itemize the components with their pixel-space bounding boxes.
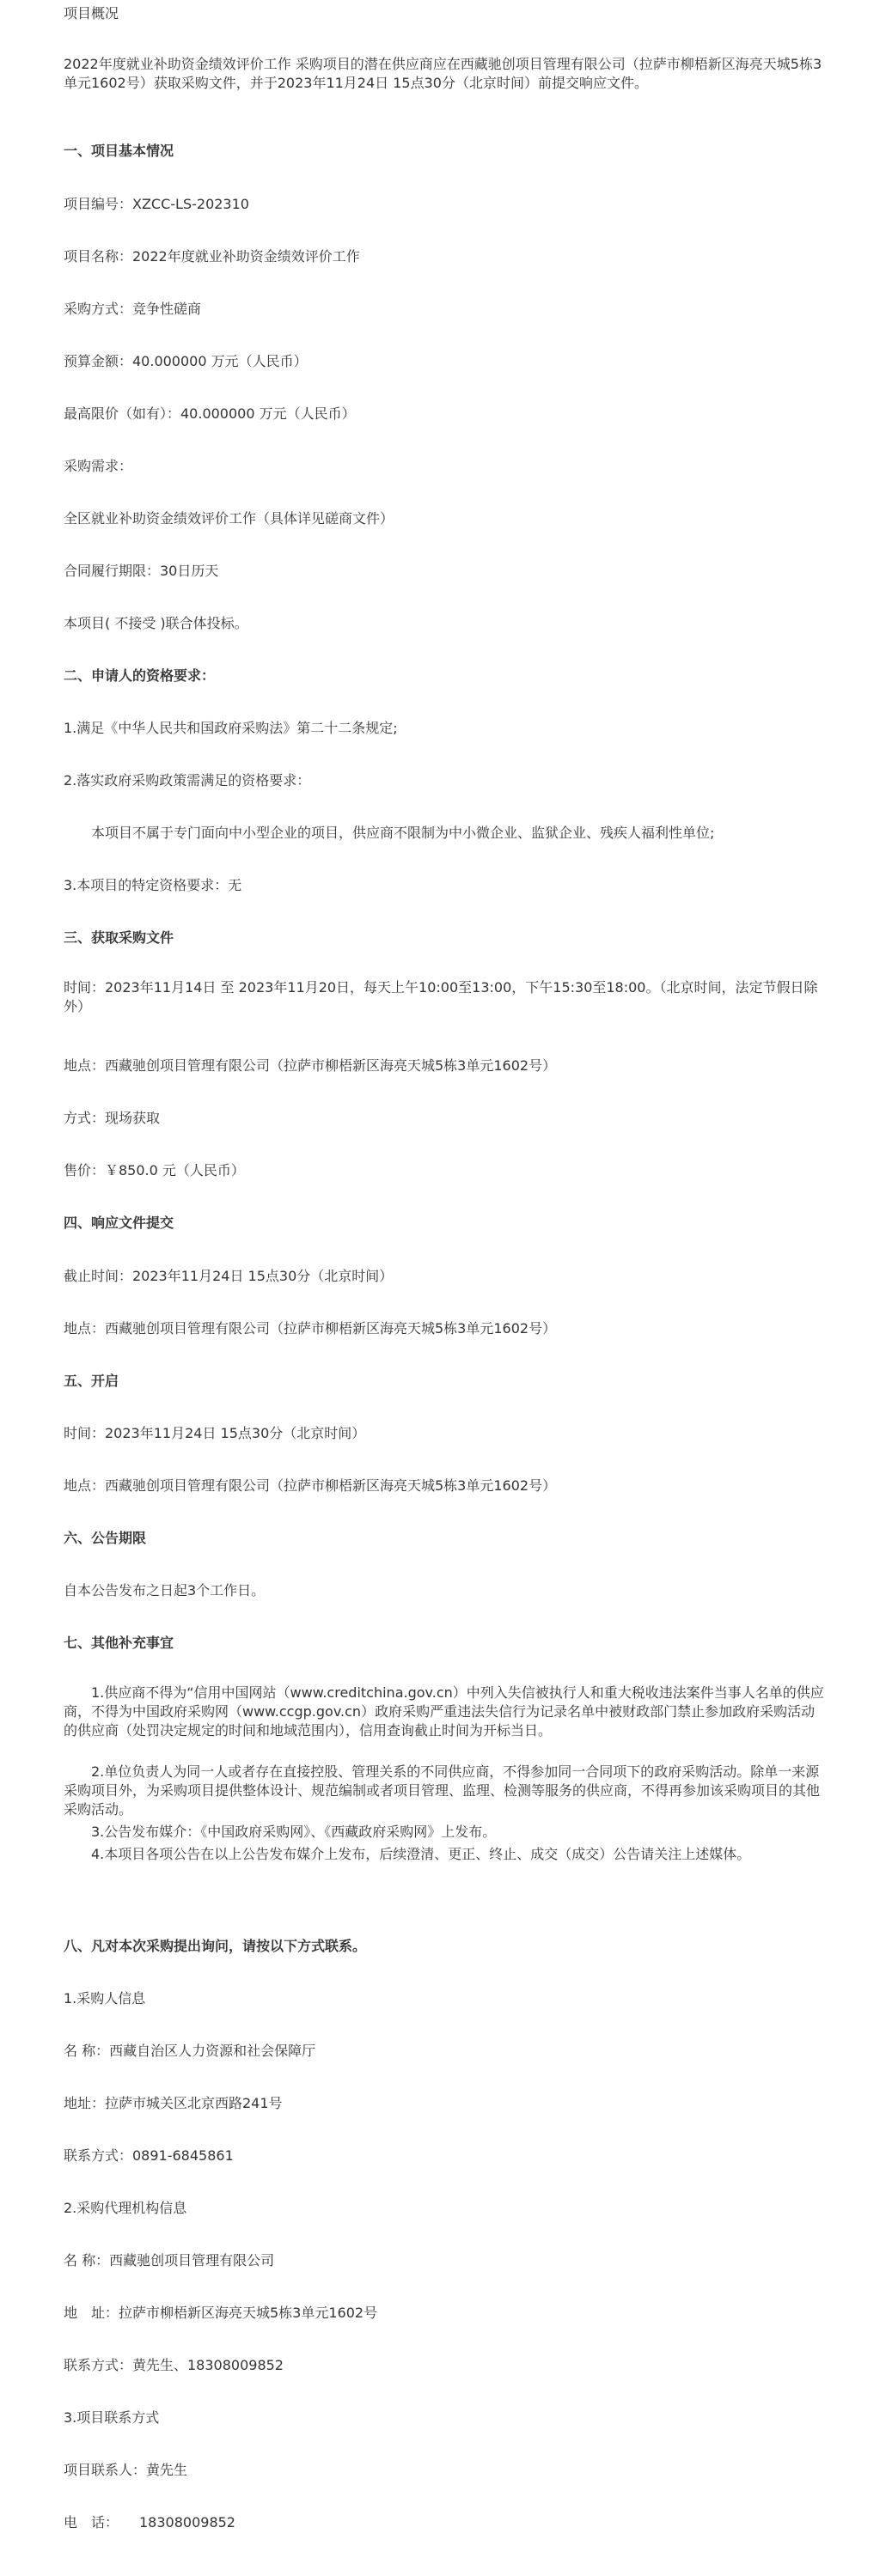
section-7-title: 七、其他补充事宜 xyxy=(64,1635,174,1651)
buyer-name: 名 称：西藏自治区人力资源和社会保障厅 xyxy=(64,2043,316,2059)
overview-text: 2022年度就业补助资金绩效评价工作 采购项目的潜在供应商应在西藏驰创项目管理有限公司（拉萨市柳梧新区海亮天城5栋3单元1602号）获取采购文件，并于2023年11月24日 15点30分（北京时间）前提交响应文件。 xyxy=(64,56,822,91)
project-contact-person: 项目联系人：黄先生 xyxy=(64,2462,188,2478)
agency-title: 2.采购代理机构信息 xyxy=(64,2200,187,2216)
notice-period: 自本公告发布之日起3个工作日。 xyxy=(64,1582,266,1599)
project-contact-title: 3.项目联系方式 xyxy=(64,2409,160,2426)
supplement-3: 3.公告发布媒介：《中国政府采购网》、《西藏政府采购网》上发布。 xyxy=(91,1824,497,1840)
section-5-title: 五、开启 xyxy=(64,1373,119,1389)
submit-place: 地点：西藏驰创项目管理有限公司（拉萨市柳梧新区海亮天城5栋3单元1602号） xyxy=(64,1320,557,1337)
section-2-title: 二、申请人的资格要求： xyxy=(64,667,216,684)
qualification-3: 3.本项目的特定资格要求：无 xyxy=(64,877,242,893)
supplement-1: 1.供应商不得为“信用中国网站（www.creditchina.gov.cn）中列入失信被执行人和重大税收违法案件当事人名单的供应商，不得为中国政府采购网（www.ccgp.gov.cn）政府采购严重违法失信行为记录名单中被财政部门禁止参加政府采购活动的供应商（处罚决定规定的时间和地域范围内），信用查询截止时间为开标当日。 xyxy=(64,1684,824,1739)
supplement-4: 4.本项目各项公告在以上公告发布媒介上发布，后续澄清、更正、终止、成交（成交）公告请关注上述媒体。 xyxy=(91,1846,751,1862)
opening-time: 时间：2023年11月24日 15点30分（北京时间） xyxy=(64,1425,366,1441)
agency-name: 名 称：西藏驰创项目管理有限公司 xyxy=(64,2252,275,2268)
obtain-price: 售价：￥850.0 元（人民币） xyxy=(64,1162,245,1178)
obtain-place: 地点：西藏驰创项目管理有限公司（拉萨市柳梧新区海亮天城5栋3单元1602号） xyxy=(64,1057,557,1074)
project-number: 项目编号：XZCC-LS-202310 xyxy=(64,196,249,212)
agency-contact: 联系方式：黄先生、18308009852 xyxy=(64,2357,284,2373)
opening-place: 地点：西藏驰创项目管理有限公司（拉萨市柳梧新区海亮天城5栋3单元1602号） xyxy=(64,1477,557,1494)
procurement-method: 采购方式：竞争性磋商 xyxy=(64,301,202,317)
submit-deadline: 截止时间：2023年11月24日 15点30分（北京时间） xyxy=(64,1268,394,1284)
buyer-contact: 联系方式：0891-6845861 xyxy=(64,2147,234,2164)
section-1-title: 一、项目基本情况 xyxy=(64,143,174,159)
section-8-title: 八、凡对本次采购提出询问，请按以下方式联系。 xyxy=(64,1938,367,1954)
overview-heading: 项目概况 xyxy=(64,5,119,21)
max-price: 最高限价（如有）：40.000000 万元（人民币） xyxy=(64,405,356,422)
qualification-2: 2.落实政府采购政策需满足的资格要求： xyxy=(64,772,311,789)
project-contact-phone: 电 话： 18308009852 xyxy=(64,2514,235,2530)
obtain-way: 方式：现场获取 xyxy=(64,1110,161,1126)
contract-period: 合同履行期限：30日历天 xyxy=(64,563,219,579)
budget-amount: 预算金额：40.000000 万元（人民币） xyxy=(64,353,308,369)
agency-address: 地 址：拉萨市柳梧新区海亮天城5栋3单元1602号 xyxy=(64,2305,378,2321)
obtain-time: 时间：2023年11月14日 至 2023年11月20日，每天上午10:00至13:00，下午15:30至18:00。（北京时间，法定节假日除外） xyxy=(64,979,818,1014)
qualification-2-detail: 本项目不属于专门面向中小型企业的项目，供应商不限制为中小微企业、监狱企业、残疾人福利性单位; xyxy=(91,825,715,841)
qualification-1: 1.满足《中华人民共和国政府采购法》第二十二条规定; xyxy=(64,720,398,736)
section-4-title: 四、响应文件提交 xyxy=(64,1215,174,1231)
section-6-title: 六、公告期限 xyxy=(64,1530,147,1546)
supplement-2: 2.单位负责人为同一人或者存在直接控股、管理关系的不同供应商，不得参加同一合同项下的政府采购活动。除单一来源采购项目外，为采购项目提供整体设计、规范编制或者项目管理、监理、检测等服务的供应商，不得再参加该采购项目的其他采购活动。 xyxy=(64,1763,821,1818)
demand-label: 采购需求： xyxy=(64,458,133,474)
section-3-title: 三、获取采购文件 xyxy=(64,929,174,946)
project-name: 项目名称：2022年度就业补助资金绩效评价工作 xyxy=(64,248,360,265)
consortium-note: 本项目( 不接受 )联合体投标。 xyxy=(64,615,248,631)
buyer-title: 1.采购人信息 xyxy=(64,1990,146,2007)
demand-text: 全区就业补助资金绩效评价工作（具体详见磋商文件） xyxy=(64,510,394,527)
buyer-address: 地址：拉萨市城关区北京西路241号 xyxy=(64,2095,283,2111)
